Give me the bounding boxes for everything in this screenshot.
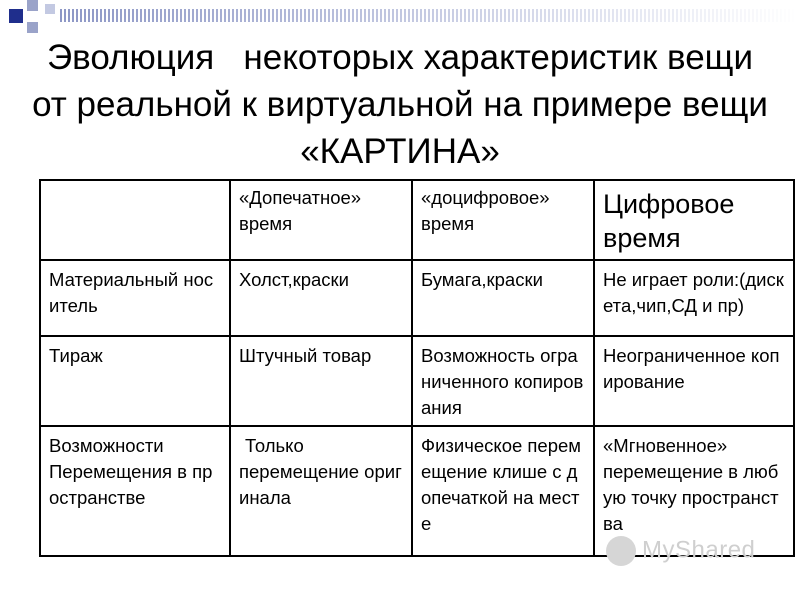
table-cell: Холст,краски bbox=[230, 260, 412, 336]
watermark-logo-icon bbox=[606, 536, 636, 566]
table-cell: Не играет роли:(дискета,чип,СД и пр) bbox=[594, 260, 794, 336]
header-text: время bbox=[603, 223, 681, 253]
table-cell: Штучный товар bbox=[230, 336, 412, 426]
row-label: Материальный носитель bbox=[40, 260, 230, 336]
table-cell: Бумага,краски bbox=[412, 260, 594, 336]
header-cell-digital bbox=[594, 180, 794, 260]
table-cell: Физическое перемещение клише с допечаткой на месте bbox=[412, 426, 594, 556]
header-text: «доцифровое» bbox=[421, 187, 550, 208]
decor-square-light bbox=[27, 0, 38, 11]
decor-square-dark bbox=[9, 9, 23, 23]
header-cell-preprint bbox=[230, 180, 412, 260]
header-cell-predigital bbox=[412, 180, 594, 260]
table-row bbox=[40, 260, 794, 336]
header-text: время bbox=[421, 213, 475, 234]
table-cell bbox=[230, 426, 412, 556]
watermark-text: MyShared bbox=[642, 536, 756, 564]
row-label: Тираж bbox=[40, 336, 230, 426]
header-text: Цифровое bbox=[603, 189, 735, 219]
cell-text: перемещение оригинала bbox=[239, 461, 402, 508]
table-cell: Возможность ограниченного копирования bbox=[412, 336, 594, 426]
decor-square-light bbox=[27, 22, 38, 33]
decor-stripe bbox=[60, 9, 800, 22]
header-text: время bbox=[239, 213, 293, 234]
cell-text: перемещение в любую точку пространства bbox=[603, 461, 779, 534]
decor-square-pale bbox=[45, 4, 55, 14]
table-row bbox=[40, 336, 794, 426]
cell-text: Только bbox=[245, 435, 304, 456]
header-cell-empty bbox=[40, 180, 230, 260]
cell-text: Перемещения в пространстве bbox=[49, 461, 213, 508]
table-header-row bbox=[40, 180, 794, 260]
watermark bbox=[606, 536, 755, 566]
comparison-table bbox=[39, 179, 795, 557]
cell-text: Возможности bbox=[49, 435, 164, 456]
slide-title: Эволюция некоторых характеристик вещи от реальной к виртуальной на примере вещи «КАРТИНА» bbox=[32, 38, 778, 171]
header-text: «Допечатное» bbox=[239, 187, 362, 208]
cell-text: «Мгновенное» bbox=[603, 435, 728, 456]
table-cell: Неограниченное копирование bbox=[594, 336, 794, 426]
row-label bbox=[40, 426, 230, 556]
